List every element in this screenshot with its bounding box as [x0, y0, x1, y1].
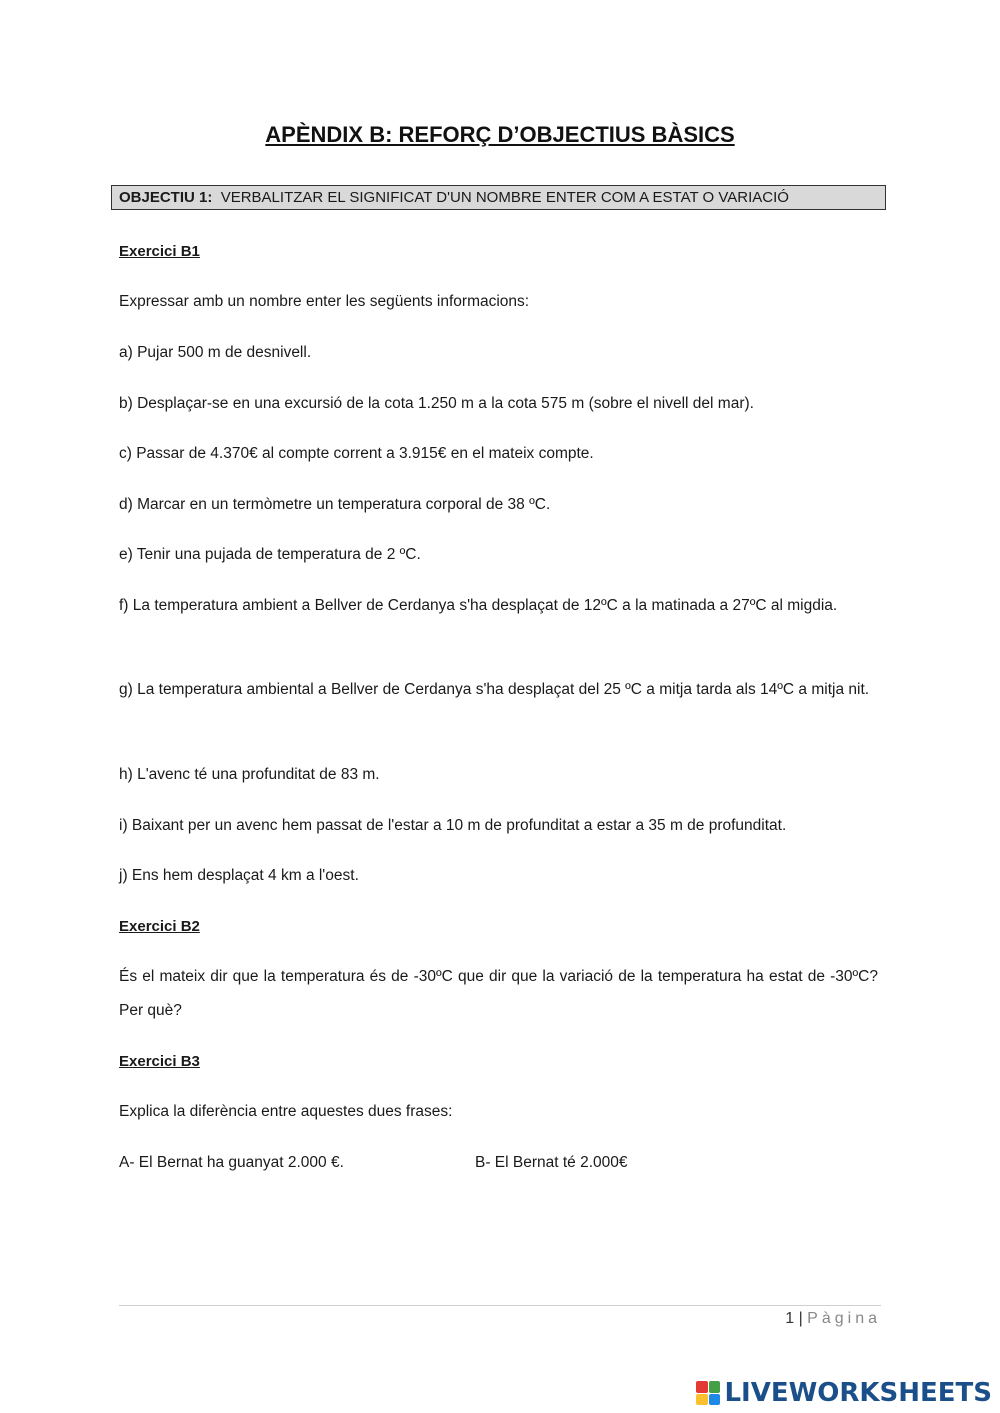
list-item: g) La temperatura ambiental a Bellver de Cerdanya s'ha desplaçat del 25 ºC a mitja tarda als 14ºC a mitja nit.	[119, 681, 870, 698]
page-label: Pàgina	[807, 1310, 881, 1327]
objective-text: VERBALITZAR EL SIGNIFICAT D'UN NOMBRE ENTER COM A ESTAT O VARIACIÓ	[220, 189, 789, 206]
exercise-b3-intro: Explica la diferència entre aquestes dues frases:	[119, 1103, 453, 1120]
list-item: c) Passar de 4.370€ al compte corrent a 3.915€ en el mateix compte.	[119, 445, 594, 462]
logo-square	[709, 1394, 721, 1406]
exercise-b1-intro: Expressar amb un nombre enter les següents informacions:	[119, 293, 530, 310]
logo-square	[696, 1381, 708, 1393]
objective-label: OBJECTIU 1:	[119, 189, 213, 206]
objective-box	[111, 185, 886, 210]
list-item: e) Tenir una pujada de temperatura de 2 ºC.	[119, 546, 421, 563]
page-separator: |	[798, 1310, 803, 1327]
exercise-b1-heading: Exercici B1	[119, 243, 200, 260]
watermark-logo	[696, 1376, 992, 1410]
exercise-b2-text: És el mateix dir que la temperatura és de -30ºC que dir que la variació de la temperatura ha estat de -30ºC? Per què?	[119, 968, 878, 1019]
logo-square	[709, 1381, 721, 1393]
list-item: b) Desplaçar-se en una excursió de la cota 1.250 m a la cota 575 m (sobre el nivell del mar).	[119, 395, 754, 412]
exercise-b3-heading: Exercici B3	[119, 1053, 200, 1070]
exercise-b3-phrase-a: A- El Bernat ha guanyat 2.000 €.	[119, 1154, 344, 1171]
list-item: d) Marcar en un termòmetre un temperatura corporal de 38 ºC.	[119, 496, 551, 513]
logo-square	[696, 1394, 708, 1406]
list-item: i) Baixant per un avenc hem passat de l'estar a 10 m de profunditat a estar a 35 m de profunditat.	[119, 817, 787, 834]
liveworksheets-icon	[696, 1381, 720, 1405]
page-title: APÈNDIX B: REFORÇ D’OBJECTIUS BÀSICS	[265, 122, 735, 147]
list-item: j) Ens hem desplaçat 4 km a l'oest.	[119, 867, 359, 884]
page-footer	[785, 1310, 881, 1328]
list-item: f) La temperatura ambient a Bellver de Cerdanya s'ha desplaçat de 12ºC a la matinada a 27ºC al migdia.	[119, 597, 838, 614]
exercise-b2-heading: Exercici B2	[119, 918, 200, 935]
footer-divider	[119, 1305, 881, 1306]
exercise-b3-phrase-b: B- El Bernat té 2.000€	[475, 1154, 628, 1171]
list-item: h) L'avenc té una profunditat de 83 m.	[119, 766, 380, 783]
page-number: 1	[785, 1310, 795, 1327]
watermark-text: LIVEWORKSHEETS	[724, 1378, 992, 1408]
list-item: a) Pujar 500 m de desnivell.	[119, 344, 312, 361]
